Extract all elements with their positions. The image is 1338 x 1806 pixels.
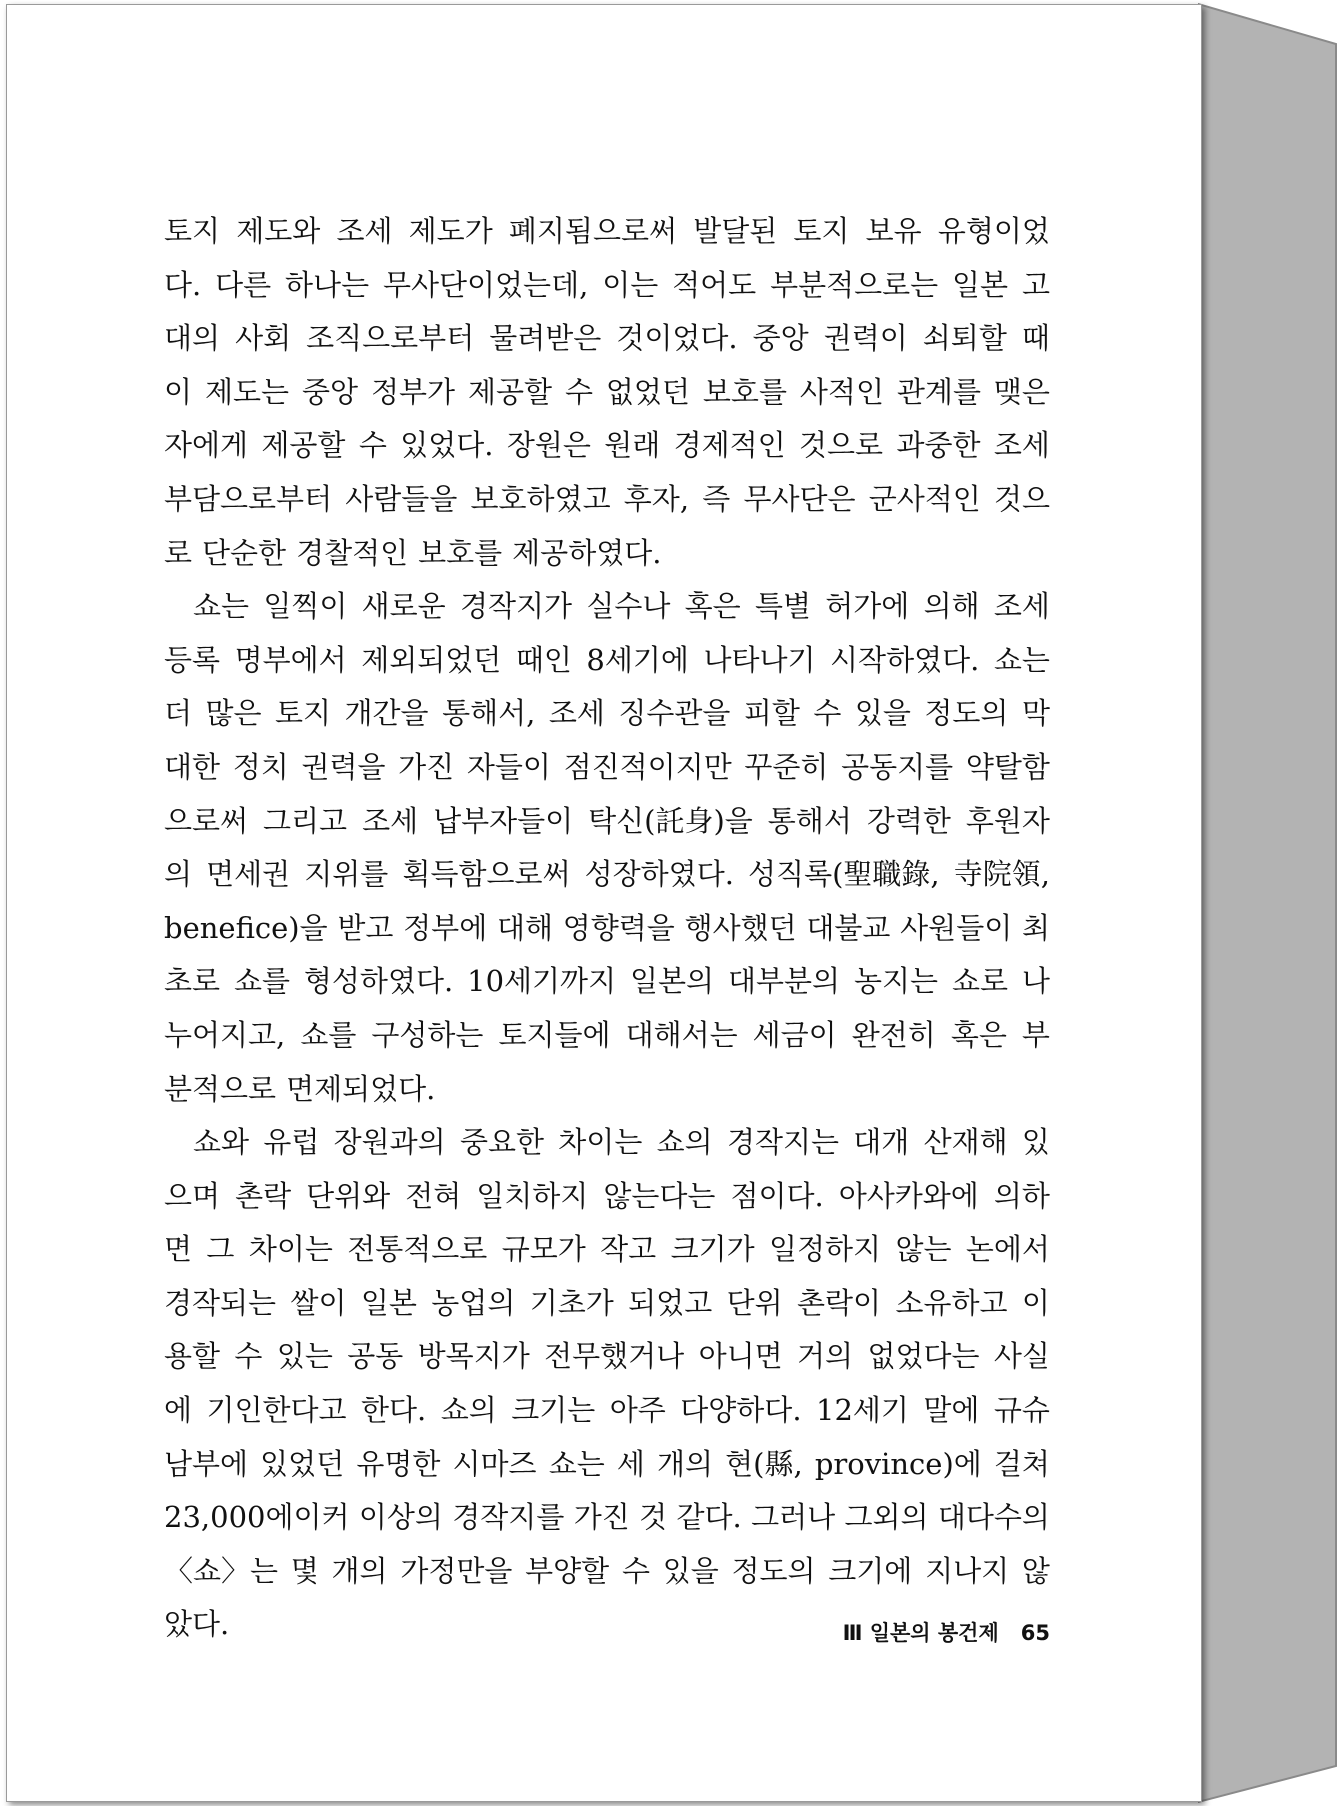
page-footer: [707, 1617, 1050, 1647]
text-line: 으로써 그리고 조세 납부자들이 탁신(託身)을 통해서 강력한 후원자: [164, 803, 1050, 838]
text-line: 에 기인한다고 한다. 쇼의 크기는 아주 다양하다. 12세기 말에 규슈: [164, 1393, 1050, 1428]
text-line: 로 단순한 경찰적인 보호를 제공하였다.: [164, 535, 662, 570]
text-line: 경작되는 쌀이 일본 농업의 기초가 되었고 단위 촌락이 소유하고 이: [164, 1285, 1050, 1320]
text-line: 이 제도는 중앙 정부가 제공할 수 없었던 보호를 사적인 관계를 맺은: [164, 374, 1050, 409]
text-line: 누어지고, 쇼를 구성하는 토지들에 대해서는 세금이 완전히 혹은 부: [164, 1017, 1050, 1052]
text-line: 대의 사회 조직으로부터 물려받은 것이었다. 중앙 권력이 쇠퇴할 때: [164, 321, 1050, 356]
text-line: benefice)을 받고 정부에 대해 영향력을 행사했던 대불교 사원들이 최: [164, 910, 1050, 945]
text-line: 쇼와 유럽 장원과의 중요한 차이는 쇼의 경작지는 대개 산재해 있: [193, 1125, 1050, 1160]
running-head: Ⅲ 일본의 봉건제: [842, 1621, 999, 1645]
text-line: 초로 쇼를 형성하였다. 10세기까지 일본의 대부분의 농지는 쇼로 나: [164, 964, 1050, 999]
body-text: [164, 205, 1050, 1652]
text-line: 23,000에이커 이상의 경작지를 가진 것 같다. 그러나 그외의 대다수의: [164, 1500, 1050, 1535]
paragraph: [164, 580, 1050, 1116]
paragraph: [164, 1116, 1050, 1652]
text-line: 았다.: [164, 1607, 230, 1642]
text-line: 부담으로부터 사람들을 보호하였고 후자, 즉 무사단은 군사적인 것으: [164, 481, 1050, 516]
text-line: 쇼는 일찍이 새로운 경작지가 실수나 혹은 특별 허가에 의해 조세: [193, 589, 1050, 624]
text-line: 〈쇼〉는 몇 개의 가정만을 부양할 수 있을 정도의 크기에 지나지 않: [164, 1553, 1050, 1588]
text-line: 의 면세권 지위를 획득함으로써 성장하였다. 성직록(聖職錄, 寺院領,: [164, 857, 1050, 892]
book-page: [6, 4, 1202, 1802]
page-number: 65: [1020, 1621, 1050, 1645]
text-line: 분적으로 면제되었다.: [164, 1071, 436, 1106]
text-line: 더 많은 토지 개간을 통해서, 조세 징수관을 피할 수 있을 정도의 막: [164, 696, 1050, 731]
text-line: 다. 다른 하나는 무사단이었는데, 이는 적어도 부분적으로는 일본 고: [164, 267, 1050, 302]
text-line: 남부에 있었던 유명한 시마즈 쇼는 세 개의 현(縣, province)에 걸쳐: [164, 1446, 1050, 1481]
text-line: 토지 제도와 조세 제도가 폐지됨으로써 발달된 토지 보유 유형이었: [164, 214, 1050, 248]
text-line: 면 그 차이는 전통적으로 규모가 작고 크기가 일정하지 않는 논에서: [164, 1232, 1050, 1267]
book-page-edges: [1198, 0, 1338, 1806]
text-line: 등록 명부에서 제외되었던 때인 8세기에 나타나기 시작하였다. 쇼는: [164, 642, 1050, 677]
text-line: 자에게 제공할 수 있었다. 장원은 원래 경제적인 것으로 과중한 조세: [164, 428, 1050, 463]
text-line: 으며 촌락 단위와 전혀 일치하지 않는다는 점이다. 아사카와에 의하: [164, 1178, 1050, 1213]
text-line: 용할 수 있는 공동 방목지가 전무했거나 아니면 거의 없었다는 사실: [164, 1339, 1050, 1374]
text-line: 대한 정치 권력을 가진 자들이 점진적이지만 꾸준히 공동지를 약탈함: [164, 749, 1050, 784]
paragraph: [164, 205, 1050, 580]
